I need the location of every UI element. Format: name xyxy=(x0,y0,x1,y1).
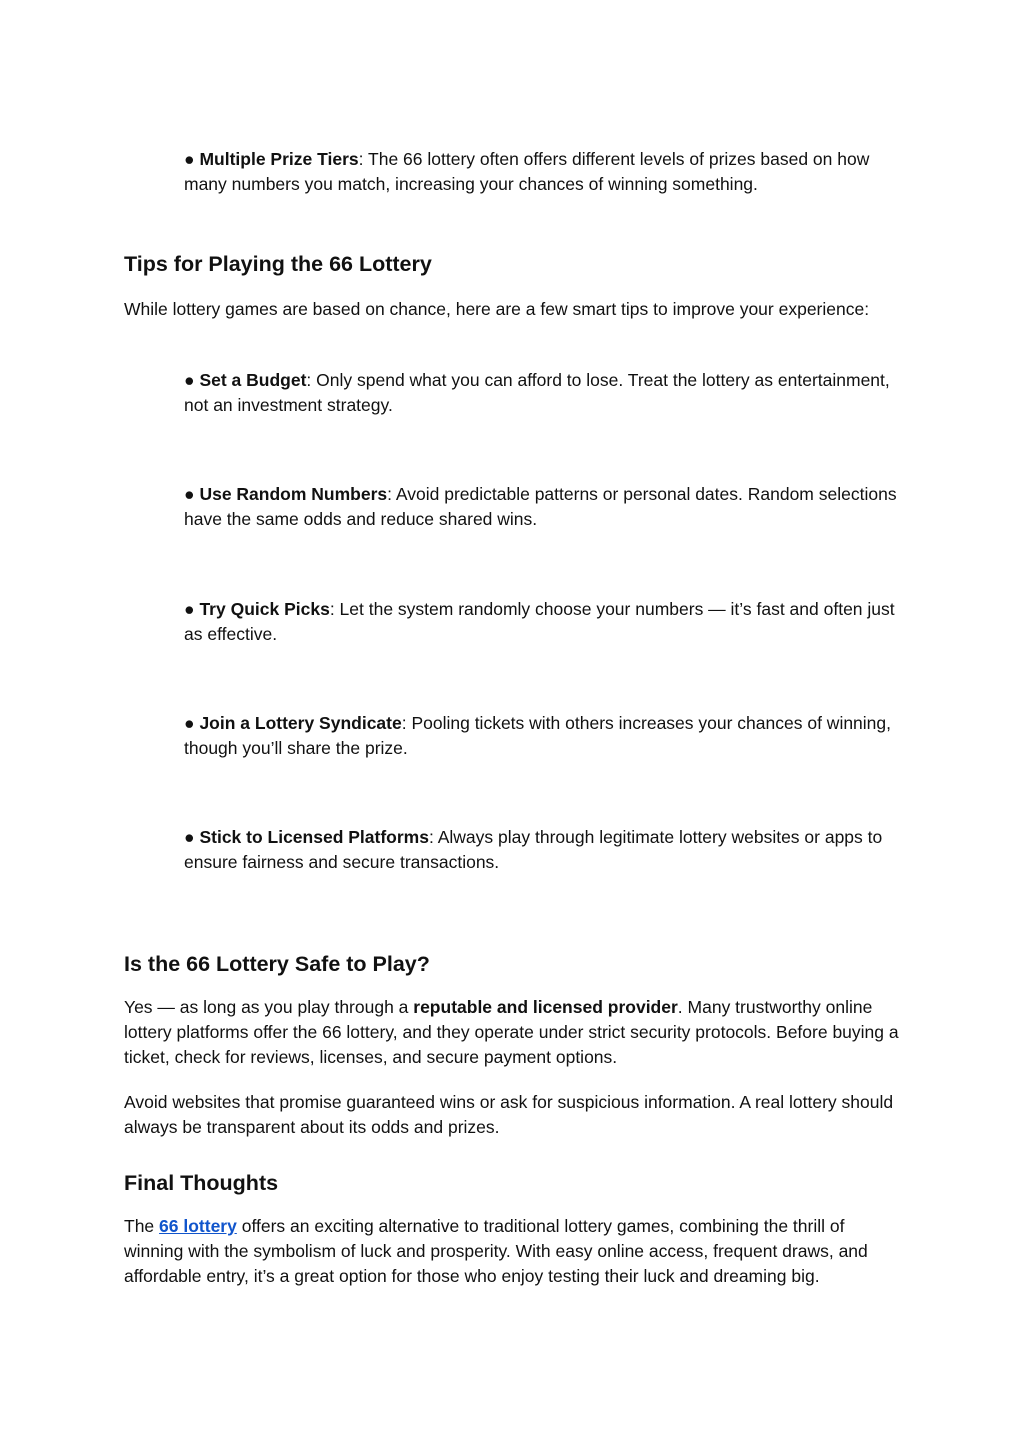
bullet-text: : Avoid predictable patterns or personal dates. Random selections have the same odds and reduce shared wins. xyxy=(184,484,897,529)
bullet-title: Multiple Prize Tiers xyxy=(199,149,359,169)
safe-p1-bold: reputable and licensed provider xyxy=(413,997,678,1017)
bullet-text: : Pooling tickets with others increases your chances of winning, though you’ll share the prize. xyxy=(184,713,892,758)
bullet-title: Join a Lottery Syndicate xyxy=(199,713,402,733)
heading-tips: Tips for Playing the 66 Lottery xyxy=(124,252,432,276)
bullet-title: Use Random Numbers xyxy=(199,484,388,504)
bullet-marker: ● xyxy=(184,599,195,619)
heading-final-thoughts: Final Thoughts xyxy=(124,1171,279,1195)
bullet-lottery-syndicate xyxy=(184,711,899,761)
66-lottery-link[interactable]: 66 lottery xyxy=(159,1216,237,1236)
bullet-random-numbers xyxy=(184,482,899,532)
bullet-quick-picks xyxy=(184,597,899,647)
bullet-multiple-prize-tiers xyxy=(184,147,899,197)
bullet-text: : The 66 lottery often offers different levels of prizes based on how many numbers you match, increasing your chances of winning something. xyxy=(184,149,870,194)
heading-safe-to-play: Is the 66 Lottery Safe to Play? xyxy=(124,952,430,976)
bullet-set-budget xyxy=(184,368,899,418)
bullet-marker: ● xyxy=(184,827,195,847)
safe-p1-text-after: . Many trustworthy online lottery platforms offer the 66 lottery, and they operate under strict security protocols. Before buying a ticket, check for reviews, licenses, and secure payment options. xyxy=(124,997,899,1067)
final-text-after: offers an exciting alternative to traditional lottery games, combining the thrill of winning with the symbolism of luck and prosperity. With easy online access, frequent draws, and affordable entry, it’s a great option for those who enjoy testing their luck and dreaming big. xyxy=(124,1216,868,1286)
bullet-text: : Always play through legitimate lottery websites or apps to ensure fairness and secure transactions. xyxy=(184,827,883,872)
bullet-title: Try Quick Picks xyxy=(199,599,330,619)
safe-paragraph-2: Avoid websites that promise guaranteed wins or ask for suspicious information. A real lottery should always be transparent about its odds and prizes. xyxy=(124,1092,894,1137)
bullet-title: Set a Budget xyxy=(199,370,307,390)
bullet-marker: ● xyxy=(184,149,195,169)
final-text-before: The xyxy=(124,1216,160,1236)
bullet-text: : Only spend what you can afford to lose. Treat the lottery as entertainment, not an investment strategy. xyxy=(184,370,890,415)
safe-paragraph-1 xyxy=(124,995,904,1070)
final-paragraph xyxy=(124,1214,904,1289)
bullet-title: Stick to Licensed Platforms xyxy=(199,827,429,847)
bullet-marker: ● xyxy=(184,713,195,733)
bullet-text: : Let the system randomly choose your numbers — it’s fast and often just as effective. xyxy=(184,599,895,644)
safe-p1-text-before: Yes — as long as you play through a xyxy=(124,997,414,1017)
bullet-licensed-platforms xyxy=(184,825,899,875)
tips-intro-paragraph: While lottery games are based on chance, here are a few smart tips to improve your experience: xyxy=(124,299,870,319)
bullet-marker: ● xyxy=(184,370,195,390)
bullet-marker: ● xyxy=(184,484,195,504)
